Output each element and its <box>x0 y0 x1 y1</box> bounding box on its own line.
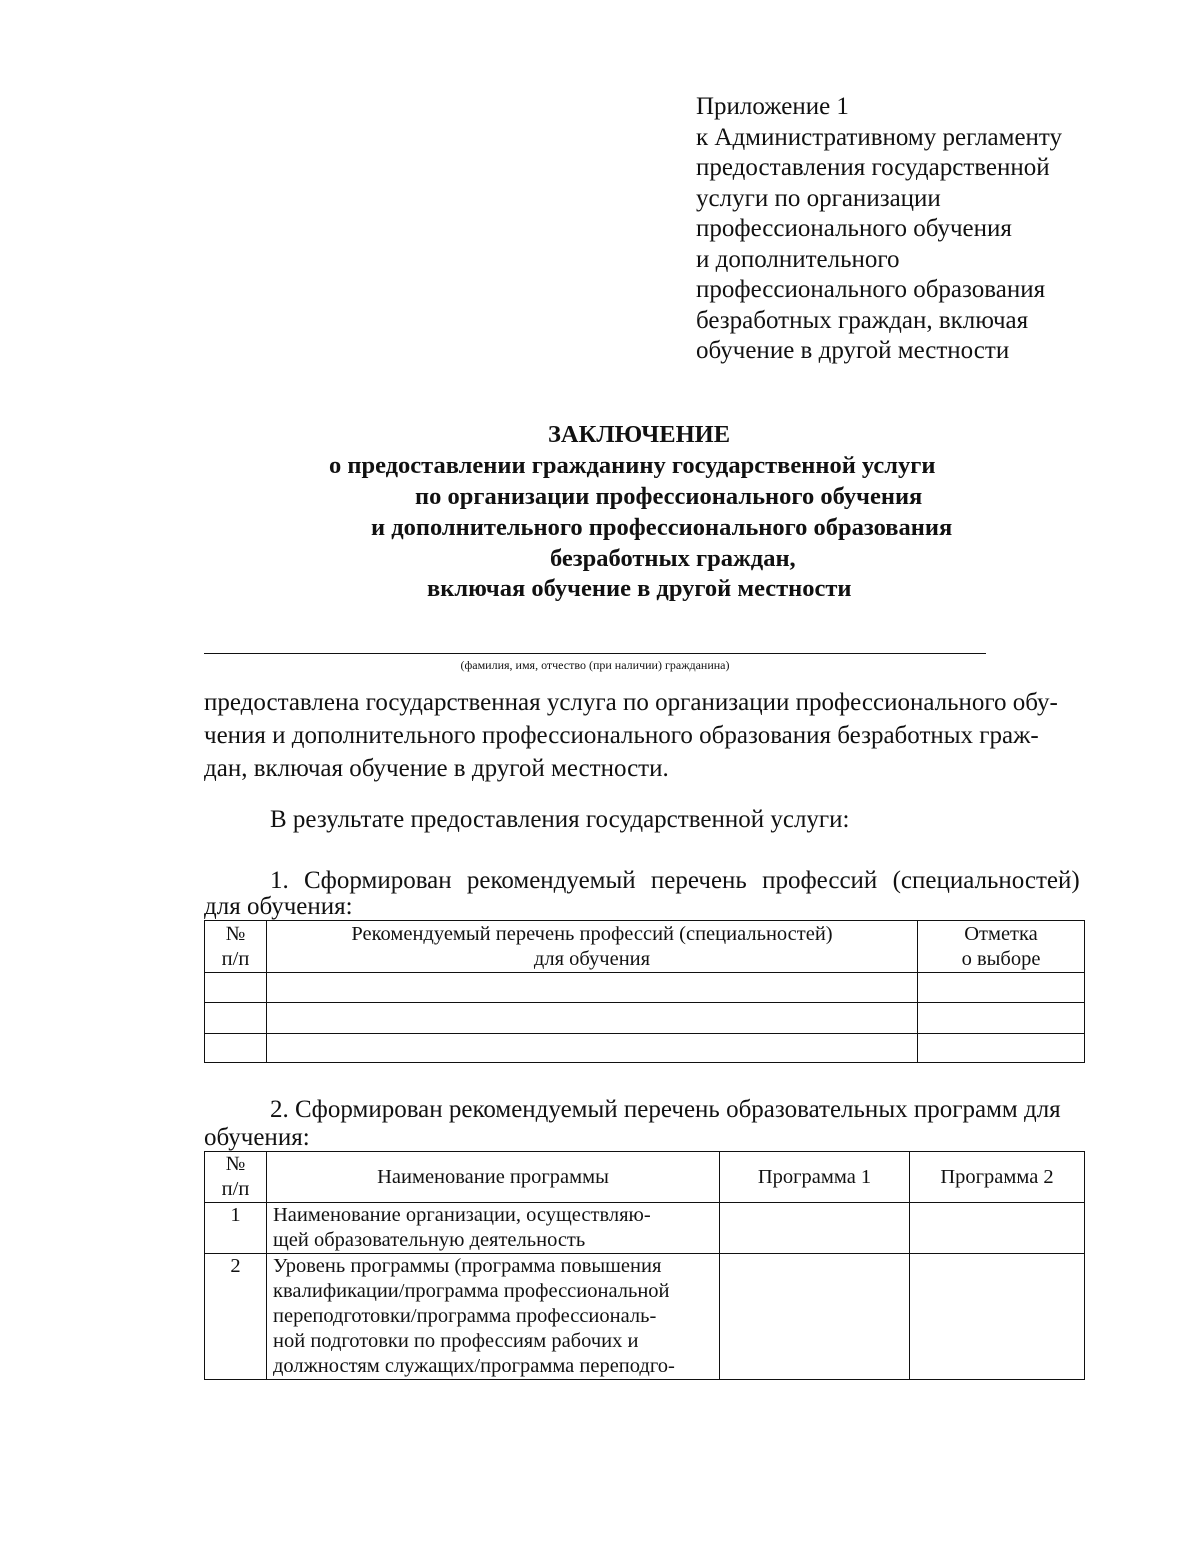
header-choice-mark <box>918 921 1085 973</box>
annex-line: безработных граждан, включая <box>696 306 1029 334</box>
row-name-line: щей образовательную деятельность <box>273 1229 586 1251</box>
title-line: и дополнительного профессионального образования <box>371 514 953 541</box>
row-name-line: квалификации/программа профессиональной <box>273 1280 670 1302</box>
header-num-line: № <box>225 1153 246 1175</box>
row-profession-cell <box>267 1003 918 1034</box>
professions-table <box>204 920 1085 1063</box>
table-header-row <box>205 1152 1085 1203</box>
row-profession-cell <box>267 973 918 1003</box>
header-num <box>205 921 267 973</box>
title-line: о предоставлении гражданину государственной услуги <box>329 452 936 479</box>
annex-line: услуги по организации <box>696 184 941 212</box>
row-name-line: ной подготовки по профессиям рабочих и <box>273 1330 639 1352</box>
annex-line: профессионального образования <box>696 276 1046 303</box>
annex-line: обучение в другой местности <box>696 337 1010 364</box>
table-row <box>205 1254 1085 1380</box>
row-choice-cell <box>918 1034 1085 1063</box>
header-choice-line: о выборе <box>961 947 1041 970</box>
annex-line: профессионального обучения <box>696 215 1012 242</box>
name-underline <box>204 653 986 654</box>
section1-line2: для обучения: <box>204 893 353 920</box>
row-program2-cell <box>910 1254 1085 1380</box>
annex-line: к Административному регламенту <box>696 123 1063 151</box>
row-choice-cell <box>918 1003 1085 1034</box>
row-program1-cell <box>720 1254 910 1380</box>
row-name-line: должностям служащих/программа переподго- <box>273 1355 675 1377</box>
header-professions-line: Рекомендуемый перечень профессий (специальностей) <box>351 922 833 945</box>
row-program1-cell <box>720 1203 910 1254</box>
header-professions <box>267 921 918 973</box>
table-row <box>205 1003 1085 1034</box>
annex-line: Приложение 1 <box>696 93 849 120</box>
row-name-line: переподготовки/программа профессиональ- <box>273 1305 657 1327</box>
row-num-cell <box>205 1034 267 1063</box>
intro-line-text: предоставлена государственная услуга по организации профессионального обу- <box>204 689 1058 716</box>
table-row <box>205 973 1085 1003</box>
row-name-cell <box>267 1254 720 1380</box>
table-row <box>205 1034 1085 1063</box>
annex-line: предоставления государственной <box>696 154 1050 181</box>
header-num-line: п/п <box>221 947 250 970</box>
annex-block <box>696 92 1136 367</box>
row-profession-cell <box>267 1034 918 1063</box>
title-line: по организации профессионального обучения <box>415 483 923 510</box>
row-name-line: Наименование организации, осуществляю- <box>273 1204 651 1226</box>
section2-line1: 2. Сформирован рекомендуемый перечень образовательных программ для <box>270 1096 1061 1123</box>
row-name-line: Уровень программы (программа повышения <box>273 1255 662 1277</box>
annex-line: и дополнительного <box>696 245 900 273</box>
title-line: безработных граждан, <box>550 545 796 572</box>
header-program-2: Программа 2 <box>910 1152 1085 1203</box>
section2-line2: обучения: <box>204 1124 310 1151</box>
row-num-cell <box>205 1003 267 1034</box>
header-program-name: Наименование программы <box>267 1152 720 1203</box>
section1-line1: 1. Сформирован рекомендуемый перечень профессий (специальностей) <box>270 867 1080 894</box>
row-num-cell: 2 <box>205 1254 267 1380</box>
header-professions-line: для обучения <box>533 947 651 970</box>
intro-line-text: чения и дополнительного профессионального образования безработных граж- <box>204 722 1039 749</box>
row-num-cell: 1 <box>205 1203 267 1254</box>
programs-table <box>204 1151 1085 1380</box>
table-header-row <box>205 921 1085 973</box>
row-choice-cell <box>918 973 1085 1003</box>
name-caption: (фамилия, имя, отчество (при наличии) гражданина) <box>460 658 730 672</box>
intro-line-0 <box>204 686 1084 719</box>
row-program2-cell <box>910 1203 1085 1254</box>
header-num-line: п/п <box>221 1178 250 1200</box>
result-heading: В результате предоставления государственной услуги: <box>270 806 850 833</box>
title-heading: ЗАКЛЮЧЕНИЕ <box>548 421 731 448</box>
row-num-cell <box>205 973 267 1003</box>
header-num-line: № <box>225 922 246 945</box>
header-num <box>205 1152 267 1203</box>
header-choice-line: Отметка <box>964 922 1038 945</box>
row-name-cell <box>267 1203 720 1254</box>
header-program-1: Программа 1 <box>720 1152 910 1203</box>
intro-line-2: дан, включая обучение в другой местности. <box>204 755 669 782</box>
intro-line-1 <box>204 719 1084 752</box>
table-row <box>205 1203 1085 1254</box>
title-line: включая обучение в другой местности <box>427 575 852 602</box>
intro-paragraph <box>204 686 1084 785</box>
